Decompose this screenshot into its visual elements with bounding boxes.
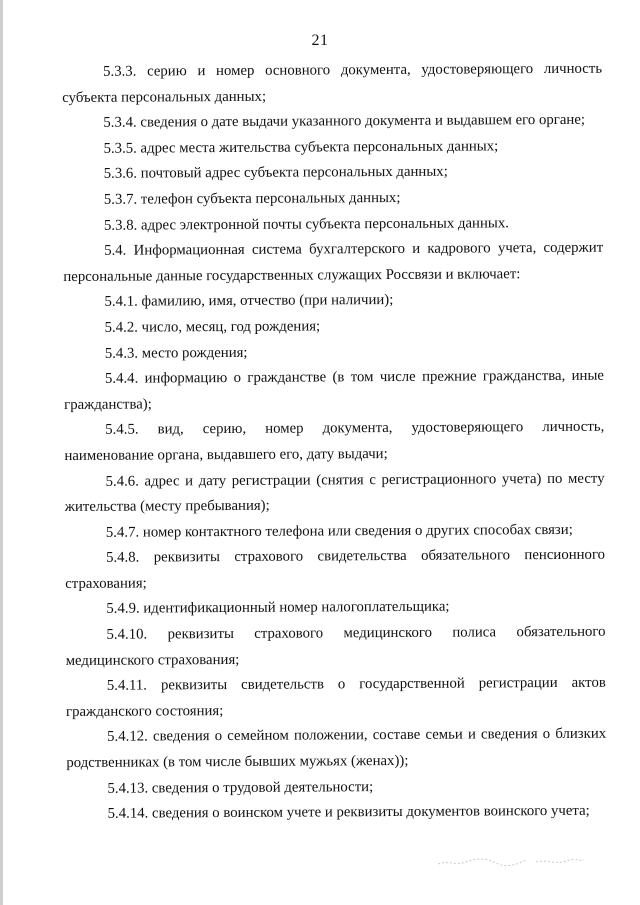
paragraph-5-4-8: 5.4.8. реквизиты страхового свидетельства обязательного пенсионного страхования; bbox=[65, 546, 606, 592]
paragraph-5-4-13: 5.4.13. сведения о трудовой деятельности; bbox=[107, 778, 374, 797]
paragraph-5-3-8: 5.3.8. адрес электронной почты субъекта персональных данных. bbox=[103, 214, 509, 234]
paragraph-5-4-1: 5.4.1. фамилию, имя, отчество (при наличии); bbox=[104, 292, 394, 311]
paragraph-5-4-12: 5.4.12. сведения о семейном положении, составе семьи и сведения о близких родственниках (в том числе бывших мужьях (женах)); bbox=[66, 726, 607, 772]
paragraph-5-4-5: 5.4.5. вид, серию, номер документа, удостоверяющего личность, наименование органа, выдавшего его, дату выдачи; bbox=[64, 419, 605, 464]
paragraph-5-4-3: 5.4.3. место рождения; bbox=[104, 344, 248, 362]
paragraph-5-3-5: 5.3.5. адрес места жительства субъекта персональных данных; bbox=[103, 138, 499, 157]
paragraph-5-3-3: 5.3.3. серию и номер основного документа, удостоверяющего личность субъекта персональных данных; bbox=[62, 60, 603, 106]
paragraph-5-4-10: 5.4.10. реквизиты страхового медицинского полиса обязательного медицинского страхования; bbox=[65, 623, 606, 669]
paragraph-5-3-4: 5.3.4. сведения о дате выдачи указанного документа и выдавшем его органе; bbox=[103, 111, 586, 131]
paragraph-5-4-6: 5.4.6. адрес и дату регистрации (снятия с регистрационного учета) по месту жительства (месту пребывания); bbox=[64, 470, 605, 516]
paragraph-5-4-11: 5.4.11. реквизиты свидетельств о государственной регистрации актов гражданского состояния; bbox=[65, 674, 606, 720]
paragraph-5-4-9: 5.4.9. идентификационный номер налогоплательщика; bbox=[106, 599, 450, 618]
document-body bbox=[62, 57, 607, 828]
scan-edge bbox=[0, 0, 3, 905]
paragraph-5-4: 5.4. Информационная система бухгалтерского и кадрового учета, содержит персональные данные государственных служащих Россвязи и включает: bbox=[63, 239, 604, 285]
page-number: 21 bbox=[311, 32, 329, 49]
paragraph-5-4-7: 5.4.7. номер контактного телефона или сведения о других способах связи; bbox=[105, 521, 573, 541]
paragraph-5-3-7: 5.3.7. телефон субъекта персональных данных; bbox=[103, 189, 401, 208]
paragraph-5-4-4: 5.4.4. информацию о гражданстве (в том числе прежние гражданства, иные гражданства); bbox=[64, 367, 604, 413]
paragraph-5-4-14: 5.4.14. сведения о воинском учете и реквизиты документов воинского учета; bbox=[107, 803, 590, 822]
paragraph-5-3-6: 5.3.6. почтовый адрес субъекта персональных данных; bbox=[103, 164, 448, 183]
paragraph-5-4-2: 5.4.2. число, месяц, год рождения; bbox=[104, 318, 321, 336]
faint-signature-mark bbox=[436, 850, 586, 872]
